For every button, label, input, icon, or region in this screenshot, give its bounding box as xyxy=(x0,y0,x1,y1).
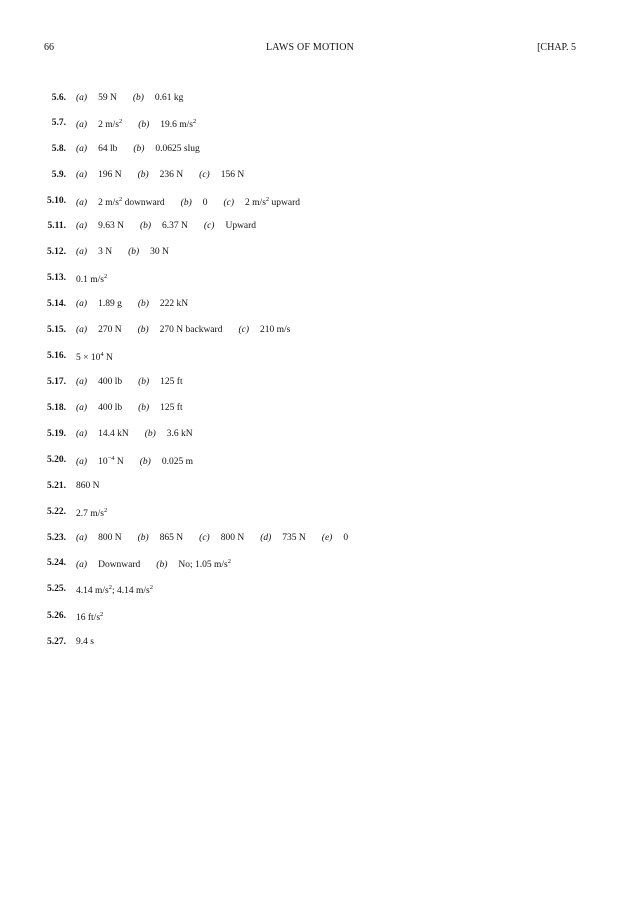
answer-content xyxy=(76,455,209,467)
answer-part xyxy=(138,118,196,130)
answer-content xyxy=(76,351,129,363)
answer-content xyxy=(76,170,260,180)
part-label: (b) xyxy=(138,377,150,387)
answer-number: 5.10. xyxy=(47,196,66,206)
answer-part xyxy=(138,170,184,180)
part-suffix: downward xyxy=(122,198,165,208)
answer-part xyxy=(76,611,103,623)
part-label: (a) xyxy=(76,299,88,309)
answer-content xyxy=(76,299,204,309)
part-label: (a) xyxy=(76,429,88,439)
part-label: (d) xyxy=(260,533,272,543)
running-title: LAWS OF MOTION xyxy=(265,42,355,53)
answer-part xyxy=(76,196,165,208)
part-value: 270 N backward xyxy=(159,325,223,335)
answer-part xyxy=(238,325,290,335)
superscript: 2 xyxy=(149,584,153,591)
part-suffix: N xyxy=(103,353,113,363)
part-label: (c) xyxy=(199,170,210,180)
answer-content xyxy=(76,93,199,103)
answer-content xyxy=(76,144,216,154)
part-suffix: ; 4.14 m/s xyxy=(111,586,150,596)
part-label: (a) xyxy=(76,93,88,103)
part-value: 210 m/s xyxy=(260,325,291,335)
part-value: Downward xyxy=(98,560,141,570)
answer-number: 5.7. xyxy=(51,118,66,128)
answer-number: 5.8. xyxy=(51,144,66,154)
part-value: 125 ft xyxy=(160,403,183,413)
answer-part xyxy=(140,457,193,467)
superscript: 2 xyxy=(118,196,123,203)
part-value: 59 N xyxy=(98,93,117,103)
answer-part xyxy=(138,299,188,309)
answer-number: 5.6. xyxy=(51,93,66,103)
superscript: 2 xyxy=(103,507,108,514)
part-value: 0.025 m xyxy=(161,457,193,467)
answer-number: 5.21. xyxy=(47,481,66,491)
answer-number: 5.20. xyxy=(47,455,66,465)
part-value: 800 N xyxy=(220,533,245,543)
part-value: 125 ft xyxy=(160,377,183,387)
part-value: 9.63 N xyxy=(98,221,124,231)
part-label: (b) xyxy=(138,403,150,413)
answer-number: 5.22. xyxy=(47,507,66,517)
part-value: 14.4 kN xyxy=(98,429,129,439)
answer-content xyxy=(76,533,364,543)
answer-content xyxy=(76,637,110,647)
answer-content xyxy=(76,611,119,623)
answer-part xyxy=(133,144,199,154)
answer-part xyxy=(260,533,306,543)
superscript: 2 xyxy=(118,118,123,125)
part-value: 4.14 m/s xyxy=(76,586,109,596)
answer-number: 5.25. xyxy=(47,584,66,594)
part-suffix: N xyxy=(114,457,124,467)
part-value: 0 xyxy=(343,533,349,543)
part-value: 865 N xyxy=(159,533,184,543)
part-value: 30 N xyxy=(150,247,169,257)
answer-part xyxy=(76,273,107,285)
answer-part xyxy=(138,403,183,413)
chapter-label: [CHAP. 5 xyxy=(537,42,576,53)
part-label: (b) xyxy=(156,560,168,570)
answer-part xyxy=(140,221,188,231)
part-value: 2 m/s xyxy=(98,120,119,130)
part-value: 2 m/s xyxy=(245,198,266,208)
answer-part xyxy=(199,170,244,180)
answer-number: 5.17. xyxy=(47,377,66,387)
answer-content xyxy=(76,325,306,335)
answer-part xyxy=(322,533,348,543)
part-value: 19.6 m/s xyxy=(160,120,193,130)
answer-number: 5.14. xyxy=(47,299,66,309)
part-value: 400 lb xyxy=(98,403,123,413)
superscript: 2 xyxy=(265,196,270,203)
answer-part xyxy=(76,351,113,363)
superscript: 4 xyxy=(100,351,104,358)
part-value: 156 N xyxy=(220,170,245,180)
answer-part xyxy=(138,325,223,335)
answer-content xyxy=(76,196,316,208)
part-label: (a) xyxy=(76,221,88,231)
part-value: 2.7 m/s xyxy=(76,509,104,519)
answer-number: 5.16. xyxy=(47,351,66,361)
answer-part xyxy=(76,93,117,103)
part-label: (b) xyxy=(180,198,192,208)
answer-content xyxy=(76,507,123,519)
part-value: 6.37 N xyxy=(162,221,188,231)
answer-number: 5.13. xyxy=(47,273,66,283)
part-value: 5 × 10 xyxy=(76,353,101,363)
answer-content xyxy=(76,247,185,257)
part-value: 0.1 m/s xyxy=(76,275,104,285)
part-value: 0.61 kg xyxy=(154,93,184,103)
answer-part xyxy=(76,170,122,180)
part-label: (b) xyxy=(144,429,156,439)
answer-content xyxy=(76,273,123,285)
part-value: 16 ft/s xyxy=(76,613,101,623)
part-value: 64 lb xyxy=(98,144,118,154)
part-value: 270 N xyxy=(98,325,122,335)
part-value: 0.0625 slug xyxy=(155,144,200,154)
answer-number: 5.19. xyxy=(47,429,66,439)
part-label: (c) xyxy=(238,325,249,335)
answer-part xyxy=(138,533,184,543)
part-value: Upward xyxy=(225,221,257,231)
answer-number: 5.15. xyxy=(47,325,66,335)
answer-part xyxy=(76,144,117,154)
part-value: 9.4 s xyxy=(76,637,94,647)
superscript: 2 xyxy=(193,118,197,125)
part-value: 10 xyxy=(98,457,108,467)
superscript: 2 xyxy=(103,273,108,280)
part-label: (a) xyxy=(76,560,88,570)
part-label: (c) xyxy=(203,221,215,231)
part-label: (e) xyxy=(321,533,333,543)
answer-part xyxy=(181,198,208,208)
part-value: 860 N xyxy=(76,481,100,491)
answer-number: 5.11. xyxy=(47,221,66,231)
answer-number: 5.23. xyxy=(47,533,66,543)
part-label: (b) xyxy=(132,93,144,103)
part-label: (b) xyxy=(139,221,152,231)
answer-content xyxy=(76,584,169,596)
answer-part xyxy=(224,196,301,208)
answer-part xyxy=(76,325,122,335)
answer-number: 5.27. xyxy=(47,637,66,647)
part-label: (a) xyxy=(76,325,88,335)
part-label: (a) xyxy=(76,144,88,154)
part-value: 400 lb xyxy=(98,377,123,387)
answer-part xyxy=(76,481,100,491)
part-label: (b) xyxy=(138,120,150,130)
answer-part xyxy=(76,403,122,413)
answer-part xyxy=(199,533,244,543)
superscript: −4 xyxy=(107,455,115,462)
part-label: (b) xyxy=(133,144,145,154)
answer-number: 5.26. xyxy=(47,611,66,621)
part-value: 236 N xyxy=(159,170,184,180)
answer-part xyxy=(76,507,107,519)
part-value: No; 1.05 m/s xyxy=(178,560,228,570)
part-value: 2 m/s xyxy=(98,198,119,208)
part-label: (a) xyxy=(76,120,88,130)
answer-part xyxy=(128,247,169,257)
part-suffix: upward xyxy=(269,198,301,208)
answer-number: 5.9. xyxy=(51,170,66,180)
answer-part xyxy=(76,533,122,543)
part-label: (b) xyxy=(137,325,149,335)
answer-number: 5.12. xyxy=(47,247,66,257)
answer-part xyxy=(204,221,256,231)
part-value: 735 N xyxy=(282,533,306,543)
part-label: (c) xyxy=(199,533,210,543)
part-label: (a) xyxy=(76,247,88,257)
part-value: 3.6 kN xyxy=(166,429,193,439)
answer-part xyxy=(76,637,94,647)
answer-content xyxy=(76,118,212,130)
answer-part xyxy=(76,247,112,257)
answer-content xyxy=(76,377,199,387)
part-label: (a) xyxy=(76,377,88,387)
part-label: (b) xyxy=(137,170,149,180)
part-value: 222 kN xyxy=(159,299,189,309)
answer-part xyxy=(76,299,122,309)
part-label: (a) xyxy=(76,533,88,543)
part-value: 196 N xyxy=(98,170,122,180)
part-label: (b) xyxy=(137,299,149,309)
answer-part xyxy=(76,221,124,231)
answer-part xyxy=(76,584,153,596)
part-label: (a) xyxy=(76,457,88,467)
answer-content xyxy=(76,403,199,413)
part-label: (b) xyxy=(128,247,140,257)
answer-part xyxy=(76,455,124,467)
answer-part xyxy=(76,560,140,570)
answer-part xyxy=(145,429,193,439)
part-label: (b) xyxy=(139,457,151,467)
answer-part xyxy=(76,429,129,439)
page-header xyxy=(44,42,576,56)
answer-content xyxy=(76,481,116,491)
page-number: 66 xyxy=(44,42,54,53)
part-label: (c) xyxy=(223,198,235,208)
answer-content xyxy=(76,221,272,231)
part-value: 3 N xyxy=(98,247,113,257)
part-value: 800 N xyxy=(98,533,122,543)
answer-content xyxy=(76,429,209,439)
part-label: (a) xyxy=(76,403,88,413)
answer-number: 5.18. xyxy=(47,403,66,413)
superscript: 2 xyxy=(100,611,104,618)
answer-part xyxy=(76,118,122,130)
answer-number: 5.24. xyxy=(47,558,66,568)
answer-part xyxy=(156,558,231,570)
answer-content xyxy=(76,558,247,570)
answer-part xyxy=(76,377,122,387)
part-label: (a) xyxy=(76,170,88,180)
answer-part xyxy=(133,93,184,103)
part-value: 0 xyxy=(202,198,208,208)
superscript: 2 xyxy=(227,558,231,565)
part-label: (b) xyxy=(137,533,149,543)
part-value: 1.89 g xyxy=(98,299,122,309)
superscript: 2 xyxy=(108,584,112,591)
answer-part xyxy=(138,377,183,387)
part-label: (a) xyxy=(76,198,88,208)
